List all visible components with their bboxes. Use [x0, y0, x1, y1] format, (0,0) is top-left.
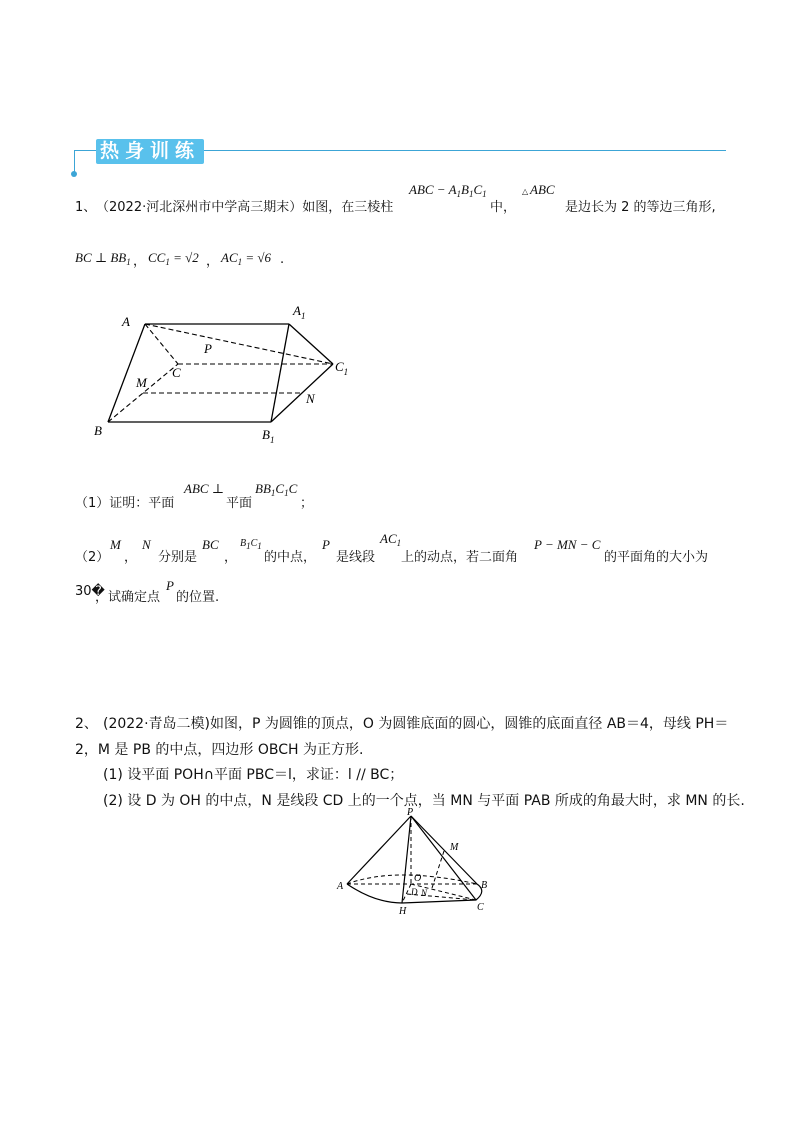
q1-part2-angle: 30� [75, 584, 105, 599]
q1-part2-comma-2: ， [224, 550, 238, 565]
q1-period: . [280, 252, 285, 267]
q1-part2-AC1: $AC_1$ [380, 531, 402, 548]
cone-label-O: O [414, 873, 422, 884]
label-A: A [122, 314, 130, 329]
q1-part2-text-4: 上的动点，若二面角 [401, 550, 519, 565]
label-A1: $A_1$ [293, 303, 306, 321]
cone-figure [335, 808, 495, 920]
q2-part-1: (1) 设平面 POH∩平面 PBC＝l，求证：l // BC； [103, 767, 404, 783]
label-M: M [136, 375, 147, 390]
cone-label-H: H [399, 906, 407, 917]
label-N: N [306, 391, 315, 406]
q1-part2-label: （2） [75, 550, 110, 565]
cone-label-B: B [481, 880, 488, 891]
q1-condition-3: $AC_1 = √6$ [221, 250, 272, 267]
q2-line-1: (2022·青岛二模)如图，P 为圆锥的顶点，O 为圆锥底面的圆心，圆锥的底面直径 AB＝4，母线 PH＝ [103, 716, 729, 732]
label-B1: $B_1$ [262, 427, 275, 445]
q1-part2-text-2: 的中点， [264, 550, 317, 565]
q1-part1-end: ； [300, 496, 314, 511]
q1-part2-text-3: 是线段 [336, 550, 376, 565]
section-divider-dot [71, 171, 77, 177]
q1-part2-N: N [142, 537, 151, 552]
section-title: 热身训练 [99, 140, 200, 162]
cone-label-C: C [477, 902, 484, 913]
section-badge [96, 139, 204, 164]
q1-part1-plane1: ABC ⊥ [184, 481, 225, 496]
label-C1: $C_1$ [335, 359, 349, 377]
prism-figure [90, 295, 370, 450]
q2-line-2: 2，M 是 PB 的中点，四边形 OBCH 为正方形. [75, 742, 364, 758]
q2-part-2: (2) 设 D 为 OH 的中点，N 是线段 CD 上的一个点，当 MN 与平面 PAB 所成的角最大时，求 MN 的长. [103, 793, 745, 809]
q1-part2-B1C1: $B_1C_1$ [240, 538, 262, 551]
q1-part2-dihedral: P − MN − C [534, 537, 601, 552]
q1-part2-text-5: 的平面角的大小为 [604, 550, 709, 565]
q1-part2-M: M [110, 537, 121, 552]
q1-part1-label: （1）证明：平面 [75, 496, 175, 511]
cone-label-N: N [421, 888, 428, 898]
cone-label-D: D [411, 887, 418, 897]
q1-condition-1: BC ⊥ $BB_1$ [75, 250, 131, 267]
q1-condition-2: $CC_1 = √2$ [148, 250, 199, 267]
q1-triangle-symbol: △ [522, 187, 529, 196]
q1-mid-text: 中， [490, 200, 517, 215]
label-P: P [204, 341, 212, 356]
cone-label-A: A [337, 881, 344, 892]
q1-part2-text-1: 分别是 [158, 550, 198, 565]
q2-number: 2、 [75, 716, 98, 732]
q1-triangle-name: ABC [530, 182, 555, 197]
label-C: C [172, 365, 181, 380]
q1-part2-comma-1: ， [124, 550, 138, 565]
q1-part2-BC: BC [202, 537, 219, 552]
q1-triangle-text: 是边长为 2 的等边三角形, [565, 200, 716, 215]
q1-part2-P2: P [166, 578, 174, 593]
q1-part1-plane2: $BB_1C_1C$ [255, 481, 298, 498]
cone-label-P: P [407, 808, 414, 818]
q1-part2-P: P [322, 537, 330, 552]
q1-source-text: （2022·河北深州市中学高三期末）如图，在三棱柱 [96, 200, 394, 215]
q1-comma-1: ， [133, 254, 147, 269]
section-divider-tick [74, 150, 75, 173]
q1-part2-text-6: ，试确定点 [95, 590, 161, 605]
q1-comma-2: ， [206, 254, 220, 269]
q1-prism-name: ABC − $A_1B_1C_1$ [409, 182, 487, 199]
cone-label-M: M [450, 842, 459, 853]
q1-part1-plane-word: 平面 [226, 496, 253, 511]
label-B: B [94, 423, 102, 438]
q1-part2-text-7: 的位置. [176, 590, 220, 605]
q1-number: 1、 [75, 200, 97, 215]
